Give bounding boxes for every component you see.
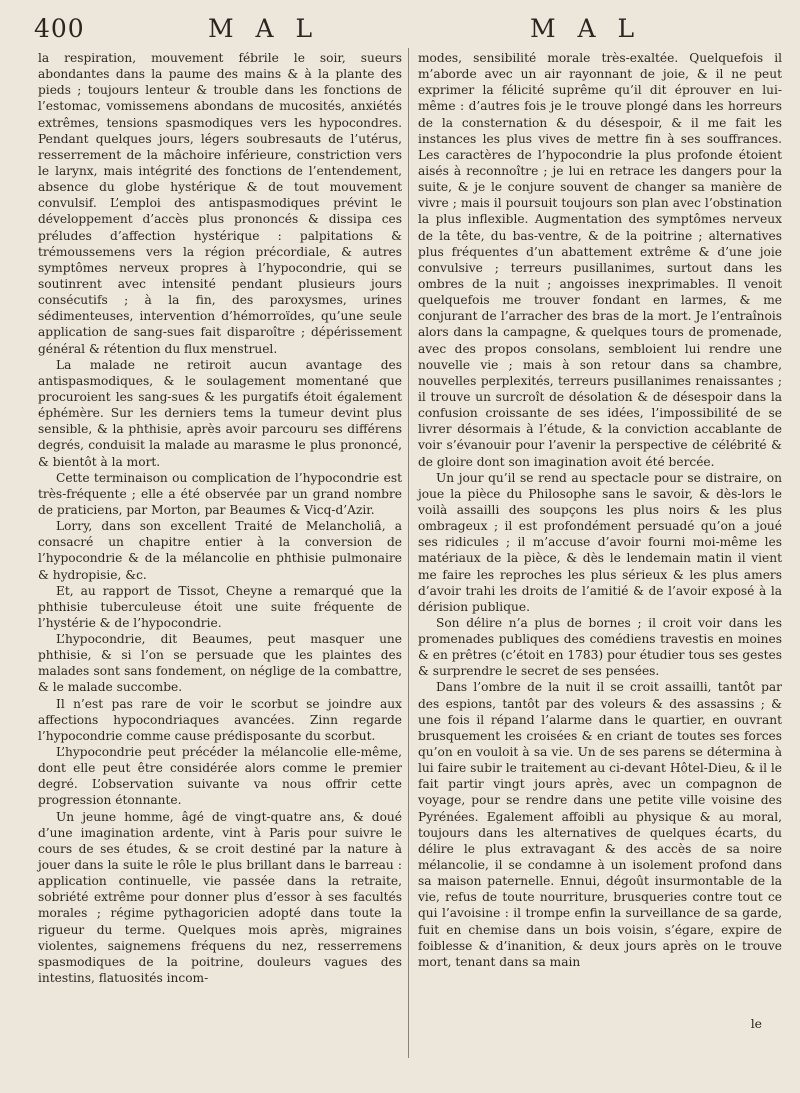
paragraph: Cette terminaison ou complication de l’hypocondrie est très-fréquente ; elle a été observée par un grand nombre de praticiens, par Morton, par Beaumes & Vicq-d’Azir. (38, 470, 402, 517)
right-column (418, 50, 782, 970)
catchword: le (750, 1016, 762, 1031)
paragraph: Et, au rapport de Tissot, Cheyne a remarqué que la phthisie tuberculeuse étoit une suite fréquente de l’hystérie & de l’hypocondrie. (38, 583, 402, 630)
paragraph: La malade ne retiroit aucun avantage des antispasmodiques, & le soulagement momentané que procuroient les sang-sues & les purgatifs étoit également éphémère. Sur les derniers tems la tumeur devint plus sensible, & la phthisie, après avoir parcouru ses différens degrés, conduisit la malade au marasme le plus prononcé, & bientôt à la mort. (38, 357, 402, 469)
paragraph: Un jeune homme, âgé de vingt-quatre ans, & doué d’une imagination ardente, vint à Paris pour suivre le cours de ses études, & se croit destiné par la nature à jouer dans la suite le rôle le plus brillant dans le barreau : application continuelle, vie passée dans la retraite, sobriété extrême pour donner plus d’essor à ses facultés morales ; régime pythagoricien adopté dans toute la rigueur du terme. Quelques mois après, migraines violentes, saignemens fréquens du nez, resserremens spasmodiques de la poitrine, douleurs vagues des intestins, flatuosités incom- (38, 809, 402, 986)
paragraph: Il n’est pas rare de voir le scorbut se joindre aux affections hypocondriaques avancées. Zinn regarde l’hypocondrie comme cause prédisposante du scorbut. (38, 696, 402, 743)
paragraph: Un jour qu’il se rend au spectacle pour se distraire, on joue la pièce du Philosophe sans le savoir, & dès-lors le voilà assailli des soupçons les plus noirs & les plus ombrageux ; il est profondément persuadé qu’on a joué ses ridicules ; il m’accuse d’avoir fourni moi-même les matériaux de la pièce, & dès le lendemain matin il vient me faire les reproches les plus sérieux & les plus amers d’avoir trahi les droits de l’amitié & de l’avoir exposé à la dérision publique. (418, 470, 782, 614)
paragraph: L’hypocondrie, dit Beaumes, peut masquer une phthisie, & si l’on se persuade que les plaintes des malades sont sans fondement, on néglige de la combattre, & le malade succombe. (38, 632, 402, 695)
running-head-left: M A L (208, 14, 320, 43)
paragraph: L’hypocondrie peut précéder la mélancolie elle-même, dont elle peut être considérée alors comme le premier degré. L’observation suivante va nous offrir cette progression étonnante. (38, 745, 402, 808)
paragraph: Lorry, dans son excellent Traité de Melancholiâ, a consacré un chapitre entier à la conversion de l’hypocondrie & de la mélancolie en phthisie pulmonaire & hydropisie, &c. (38, 519, 402, 582)
left-column (38, 50, 402, 986)
page-number: 400 (34, 14, 85, 43)
page-header (0, 8, 800, 48)
paragraph: la respiration, mouvement fébrile le soir, sueurs abondantes dans la paume des mains & à la plante des pieds ; toujours lenteur & trouble dans les fonctions de l’estomac, vomissemens abondans de mucosités, anxiétés extrêmes, tensions spasmodiques vers les hypocondres. Pendant quelques jours, légers soubresauts de l’utérus, resserrement de la mâchoire inférieure, constriction vers le larynx, mais intégrité des fonctions de l’entendement, absence du globe hystérique & de tout mouvement convulsif. L’emploi des antispasmodiques prévint le développement d’accès plus prononcés & dissipa ces préludes d’affection hystérique : palpitations & trémoussemens vers la région précordiale, & autres symptômes nerveux propres à l’hypocondrie, qui se soutinrent avec intensité pendant plusieurs jours consécutifs ; à la fin, des paroxysmes, urines sédimenteuses, intervention d’hémorroïdes, qu’une seule application de sang-sues fait disparoître ; dépérissement général & rétention du flux menstruel. (38, 51, 402, 356)
paragraph: modes, sensibilité morale très-exaltée. Quelquefois il m’aborde avec un air rayonnant de joie, & il ne peut exprimer la félicité suprême qu’il dit éprouver en lui-même : d’autres fois je le trouve plongé dans les horreurs de la consternation & du désespoir, & il me fait les instances les plus vives de mettre fin à ses souffrances. Les caractères de l’hypocondrie la plus profonde étoient aisés à reconnoître ; je lui en retrace les dangers pour la suite, & je le conjure souvent de changer sa manière de vivre ; mais il poursuit toujours son plan avec l’obstination la plus inflexible. Augmentation des symptômes nerveux de la tête, du bas-ventre, & de la poitrine ; alternatives plus fréquentes d’un abattement extrême & d’une joie convulsive ; terreurs pusillanimes, surtout dans les ombres de la nuit ; angoisses inexprimables. Il venoit quelquefois me trouver fondant en larmes, & me conjurant de l’arracher des bras de la mort. Je l’entraînois alors dans la campagne, & quelques tours de promenade, avec des propos consolans, sembloient lui rendre une nouvelle vie ; mais à son retour dans sa chambre, nouvelles perplexités, terreurs pusillanimes renaissantes ; il trouve un surcroît de désolation & de désespoir dans la confusion croissante de ses idées, l’impossibilité de se livrer désormais à l’étude, & la conviction accablante de voir s’évanouir pour l’avenir la perspective de célébrité & de gloire dont son imagination avoit été bercée. (418, 51, 782, 469)
paragraph: Son délire n’a plus de bornes ; il croit voir dans les promenades publiques des comédiens travestis en moines & en prêtres (c’étoit en 1783) pour étudier tous ses gestes & surprendre le secret de ses pensées. (418, 615, 782, 679)
column-divider (408, 48, 409, 1058)
paragraph: Dans l’ombre de la nuit il se croit assailli, tantôt par des espions, tantôt par des voleurs & des assassins ; & une fois il répand l’alarme dans le quartier, en ouvrant brusquement les croisées & en criant de toutes ses forces qu’on en vouloit à sa vie. Un de ses parens se détermina à lui faire subir le traitement au ci-devant Hôtel-Dieu, & il le fait partir vingt jours après, avec un compagnon de voyage, pour se rendre dans une petite ville voisine des Pyrénées. Egalement affoibli au physique & au moral, toujours dans les alternatives de quelques écarts, du délire le plus extravagant & des accès de sa noire mélancolie, il se condamne à un isolement profond dans sa maison paternelle. Ennui, dégoût insurmontable de la vie, refus de toute nourriture, brusqueries contre tout ce qui l’avoisine : il trompe enfin la surveillance de sa garde, fuit en chemise dans un bois voisin, s’égare, expire de foiblesse & d’inanition, & deux jours après on le trouve mort, tenant dans sa main (418, 680, 782, 969)
running-head-right: M A L (530, 14, 642, 43)
